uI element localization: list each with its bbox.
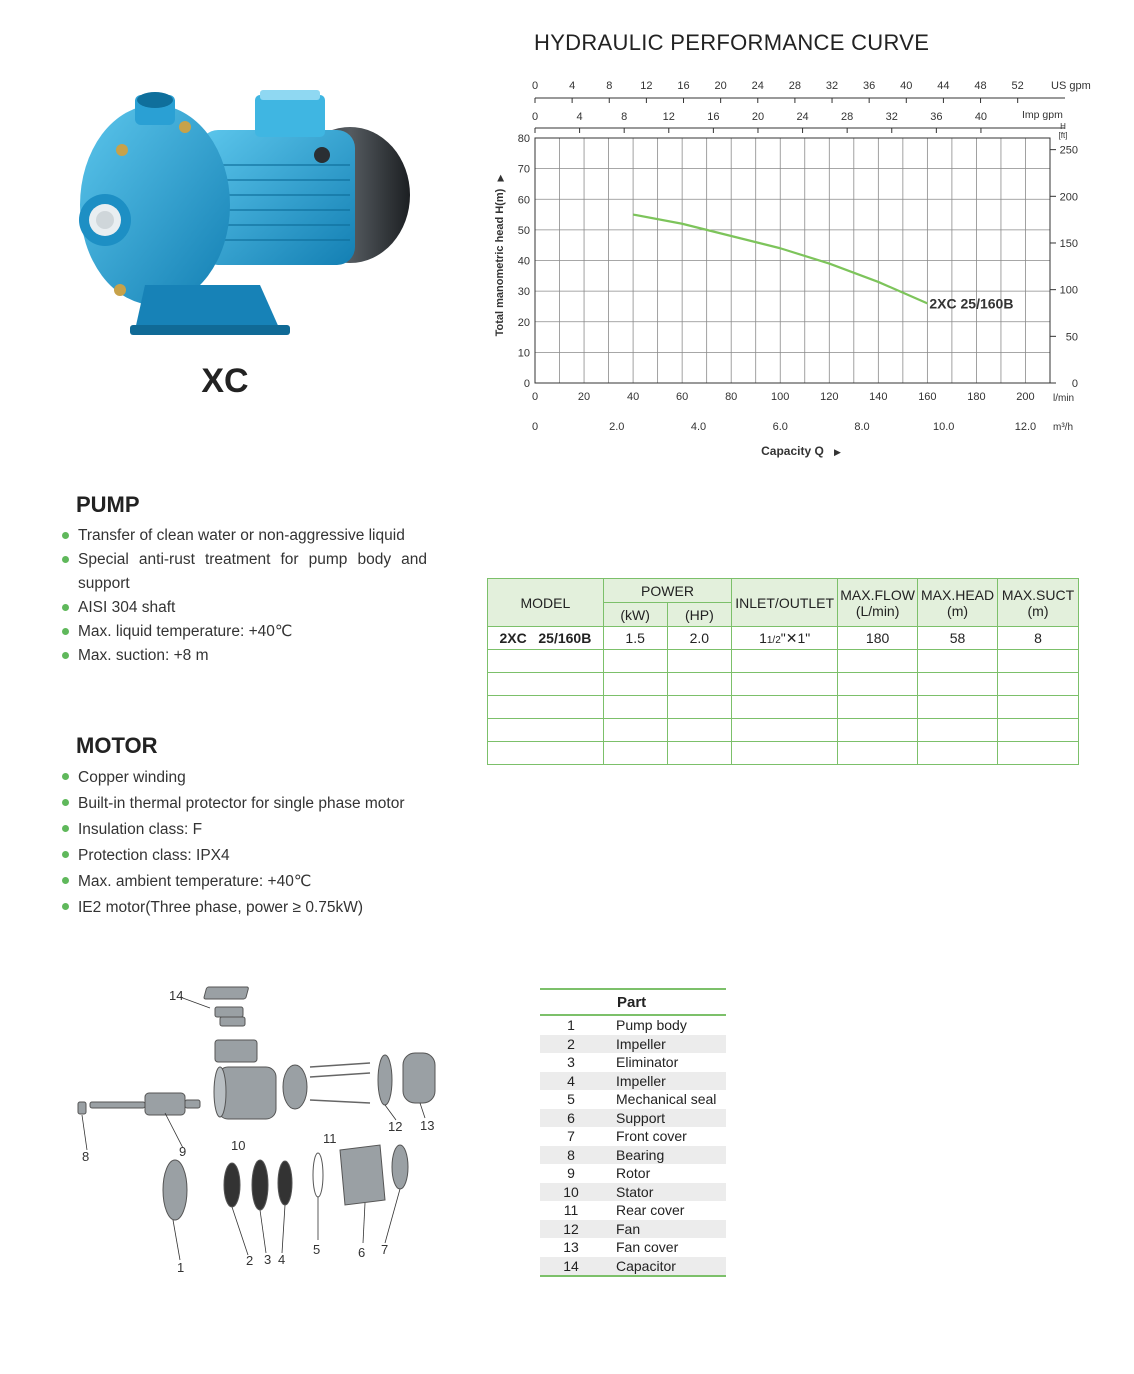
col-hp: (HP): [667, 603, 732, 627]
x-tick-label: 20: [577, 391, 591, 403]
part-no: 8: [540, 1146, 616, 1165]
parts-row: [540, 1257, 726, 1277]
parts-row: [540, 1220, 726, 1239]
parts-table: [540, 988, 726, 1277]
col-max-flow-label: MAX.FLOW: [840, 586, 915, 603]
imp-gpm-tick-label: 28: [841, 111, 854, 123]
imp-gpm-tick-label: 12: [662, 111, 675, 123]
us-gpm-tick-label: 32: [825, 80, 839, 92]
parts-col-no: [540, 989, 616, 1015]
col-kw: (kW): [603, 603, 667, 627]
pump-section-title: PUMP: [76, 492, 140, 517]
product-model-name: XC: [201, 362, 249, 400]
imp-gpm-tick-label: 4: [576, 111, 583, 123]
x-tick-label: 200: [1016, 391, 1035, 403]
parts-row: [540, 1053, 726, 1072]
part-label-8: 8: [82, 1149, 90, 1164]
part-label-12: 12: [388, 1119, 403, 1134]
us-gpm-tick-label: 24: [751, 80, 764, 92]
part-no: 3: [567, 1054, 575, 1071]
part-no: 9: [567, 1165, 575, 1182]
part-label-14: 14: [169, 988, 184, 1003]
x-tick-label: 100: [771, 391, 790, 403]
col-max-suct: [998, 579, 1079, 627]
part-no: 10: [540, 1183, 616, 1202]
m3h-tick-label: 4.0: [690, 421, 707, 433]
inlet-size: 1: [759, 629, 767, 646]
m3h-tick-label: 0: [531, 421, 539, 433]
col-max-head-label: MAX.HEAD: [920, 586, 995, 603]
cell-hp: 2.0: [667, 627, 732, 650]
m3h-tick-label: 2.0: [609, 421, 625, 433]
part-label-3: 3: [264, 1252, 272, 1267]
x-tick-label: 60: [676, 391, 689, 403]
ft-unit-label-h: H: [1060, 122, 1066, 131]
part-no: 4: [540, 1072, 616, 1091]
part-name: Mechanical seal: [616, 1091, 717, 1108]
m3h-tick-label: 6.0: [772, 421, 788, 433]
part-name: Fan cover: [616, 1239, 679, 1256]
y-axis-label: Total manometric head H(m): [494, 188, 506, 337]
spec-table: [487, 578, 1079, 765]
y-axis-arrow: ▶: [495, 174, 505, 182]
x-unit-label: l/min: [1053, 393, 1075, 404]
pump-feature: Special anti-rust treatment for pump body and support: [62, 548, 427, 596]
imp-gpm-tick-label: 32: [885, 111, 898, 123]
exploded-labels: [82, 988, 434, 1275]
parts-row: [540, 1164, 726, 1183]
chart-grid: [535, 138, 1050, 383]
cell-max-flow: 180: [838, 627, 918, 650]
part-name: Fan: [616, 1220, 726, 1239]
motor-feature: Built-in thermal protector for single phase motor: [62, 791, 482, 817]
motor-feature: Max. ambient temperature: +40℃: [62, 869, 482, 895]
part-label-5: 5: [313, 1242, 321, 1257]
parts-row: [540, 1035, 726, 1054]
cell-max-head: 58: [918, 627, 998, 650]
parts-row: [540, 1238, 726, 1257]
part-name: Rotor: [616, 1165, 651, 1182]
parts-row: [540, 1201, 726, 1220]
part-name: Front cover: [616, 1128, 687, 1145]
cell-inlet-outlet: [732, 627, 838, 650]
part-label-4: 4: [278, 1252, 286, 1267]
x-tick-label: 0: [531, 391, 539, 403]
m3h-tick-label: 12.0: [1014, 421, 1037, 433]
ft-tick-label: 0: [1071, 378, 1078, 390]
y-tick-label: 80: [517, 133, 530, 145]
parts-col-part: Part: [616, 989, 726, 1015]
cell-kw: 1.5: [603, 627, 667, 650]
part-no: 14: [540, 1257, 616, 1277]
us-gpm-tick-label: 40: [900, 80, 913, 92]
x-tick-label: 80: [725, 391, 738, 403]
part-label-10: 10: [231, 1138, 246, 1153]
imp-gpm-tick-label: 36: [930, 111, 943, 123]
pump-feature: AISI 304 shaft: [62, 596, 427, 620]
motor-feature: IE2 motor(Three phase, power ≥ 0.75kW): [62, 895, 482, 921]
chart-title: HYDRAULIC PERFORMANCE CURVE: [534, 30, 930, 55]
part-no: 11: [563, 1202, 579, 1219]
pump-feature-list: [62, 524, 427, 668]
pump-feature: Max. liquid temperature: +40℃: [62, 620, 427, 644]
motor-feature: Protection class: IPX4: [62, 843, 482, 869]
m3h-tick-label: 10.0: [933, 421, 955, 433]
part-no: 2: [540, 1035, 616, 1054]
ft-unit-label-ft: [ft]: [1058, 131, 1068, 140]
col-power: POWER: [603, 579, 731, 603]
m3h-tick-label: 8.0: [854, 421, 870, 433]
outlet-size: "✕1": [780, 629, 811, 646]
performance-chart: [480, 70, 1120, 460]
part-label-11: 11: [323, 1131, 337, 1146]
ft-tick-label: 250: [1059, 144, 1078, 157]
motor-feature: Insulation class: F: [62, 817, 482, 843]
exploded-view-diagram: [60, 975, 460, 1285]
col-max-flow: [838, 579, 918, 627]
us-gpm-tick-label: 28: [788, 80, 802, 92]
parts-row: [540, 1146, 726, 1165]
x-tick-label: 120: [820, 391, 839, 403]
imp-gpm-tick-label: 40: [974, 111, 988, 123]
part-no: 12: [540, 1220, 616, 1239]
series-label: 2XC 25/160B: [929, 295, 1014, 312]
col-max-suct-unit: (m): [1027, 602, 1049, 619]
part-name: Pump body: [616, 1017, 687, 1034]
imp-gpm-tick-label: 16: [707, 111, 720, 123]
col-inlet-outlet: INLET/OUTLET: [732, 579, 838, 627]
table-row-empty: [488, 650, 1079, 673]
table-row-empty: [488, 673, 1079, 696]
us-gpm-tick-label: 44: [937, 80, 950, 92]
part-label-1: 1: [177, 1260, 185, 1275]
part-name: Bearing: [616, 1146, 726, 1165]
y-tick-label: 30: [517, 286, 530, 299]
us-gpm-tick-label: 8: [606, 80, 613, 92]
part-label-9: 9: [179, 1144, 187, 1159]
col-max-flow-unit: (L/min): [855, 602, 900, 619]
part-name: Stator: [616, 1183, 726, 1202]
motor-feature: Copper winding: [62, 765, 482, 791]
us-gpm-tick-label: 4: [569, 80, 576, 92]
x-tick-label: 180: [967, 391, 986, 403]
part-no: 7: [567, 1128, 575, 1145]
us-gpm-tick-label: 52: [1011, 80, 1024, 92]
part-label-6: 6: [358, 1245, 366, 1260]
motor-feature-list: [62, 765, 482, 921]
us-gpm-unit-label: US gpm: [1051, 80, 1091, 92]
part-no: 6: [540, 1109, 616, 1128]
table-row-empty: [488, 696, 1079, 719]
table-row: [488, 627, 1079, 650]
pump-feature: Transfer of clean water or non-aggressive liquid: [62, 524, 427, 548]
x-tick-label: 160: [918, 391, 937, 403]
part-name: Eliminator: [616, 1054, 679, 1071]
inlet-fraction: 1/2: [766, 634, 781, 646]
us-gpm-tick-label: 0: [531, 80, 539, 92]
y-tick-label: 50: [517, 224, 530, 237]
x-tick-label: 140: [869, 391, 888, 403]
chart-axes: [535, 98, 1065, 421]
ft-tick-label: 100: [1059, 284, 1078, 297]
parts-row: [540, 1109, 726, 1128]
part-no: 1: [567, 1017, 575, 1034]
part-label-2: 2: [246, 1253, 254, 1268]
parts-row: [540, 1072, 726, 1091]
cell-model: 2XC 25/160B: [488, 627, 604, 650]
x-axis-label: Capacity Q: [761, 444, 824, 458]
y-tick-label: 70: [517, 163, 530, 176]
ft-tick-label: 50: [1065, 331, 1078, 344]
table-row-empty: [488, 719, 1079, 742]
parts-row: [540, 1015, 726, 1035]
us-gpm-tick-label: 16: [677, 80, 690, 92]
table-row-empty: [488, 742, 1079, 765]
imp-gpm-tick-label: 24: [796, 111, 809, 123]
m3h-unit-label: m³/h: [1053, 422, 1073, 433]
part-name: Rear cover: [616, 1202, 685, 1219]
ft-tick-label: 200: [1059, 191, 1078, 204]
imp-gpm-tick-label: 8: [621, 111, 628, 123]
us-gpm-tick-label: 12: [640, 80, 653, 92]
ft-tick-label: 150: [1059, 237, 1078, 250]
part-name: Capacitor: [616, 1257, 726, 1277]
parts-row: [540, 1183, 726, 1202]
imp-gpm-tick-label: 0: [531, 111, 539, 123]
pump-feature: Max. suction: +8 m: [62, 644, 427, 668]
imp-gpm-tick-label: 20: [751, 111, 765, 123]
parts-row: [540, 1127, 726, 1146]
y-tick-label: 10: [517, 347, 530, 360]
y-tick-label: 40: [517, 255, 530, 268]
part-name: Impeller: [616, 1035, 726, 1054]
us-gpm-tick-label: 20: [714, 80, 727, 92]
us-gpm-tick-label: 36: [863, 80, 876, 92]
y-tick-label: 60: [517, 194, 530, 207]
part-name: Support: [616, 1109, 726, 1128]
y-tick-label: 20: [517, 316, 530, 329]
imp-gpm-unit-label: Imp gpm: [1022, 109, 1063, 121]
motor-section-title: MOTOR: [76, 733, 158, 758]
us-gpm-tick-label: 48: [974, 80, 987, 92]
part-no: 13: [563, 1239, 579, 1256]
parts-row: [540, 1090, 726, 1109]
part-label-7: 7: [381, 1242, 389, 1257]
x-axis-arrow: ▶: [834, 447, 841, 457]
part-name: Impeller: [616, 1072, 726, 1091]
col-max-head: [918, 579, 998, 627]
col-max-head-unit: (m): [947, 602, 969, 619]
part-no: 5: [567, 1091, 575, 1108]
cell-max-suct: 8: [998, 627, 1079, 650]
part-label-13: 13: [420, 1118, 435, 1133]
y-tick-label: 0: [523, 378, 530, 390]
col-max-suct-label: MAX.SUCT: [1001, 586, 1075, 603]
col-model: MODEL: [488, 579, 604, 627]
pump-product-image: [50, 85, 420, 345]
x-tick-label: 40: [626, 391, 640, 403]
